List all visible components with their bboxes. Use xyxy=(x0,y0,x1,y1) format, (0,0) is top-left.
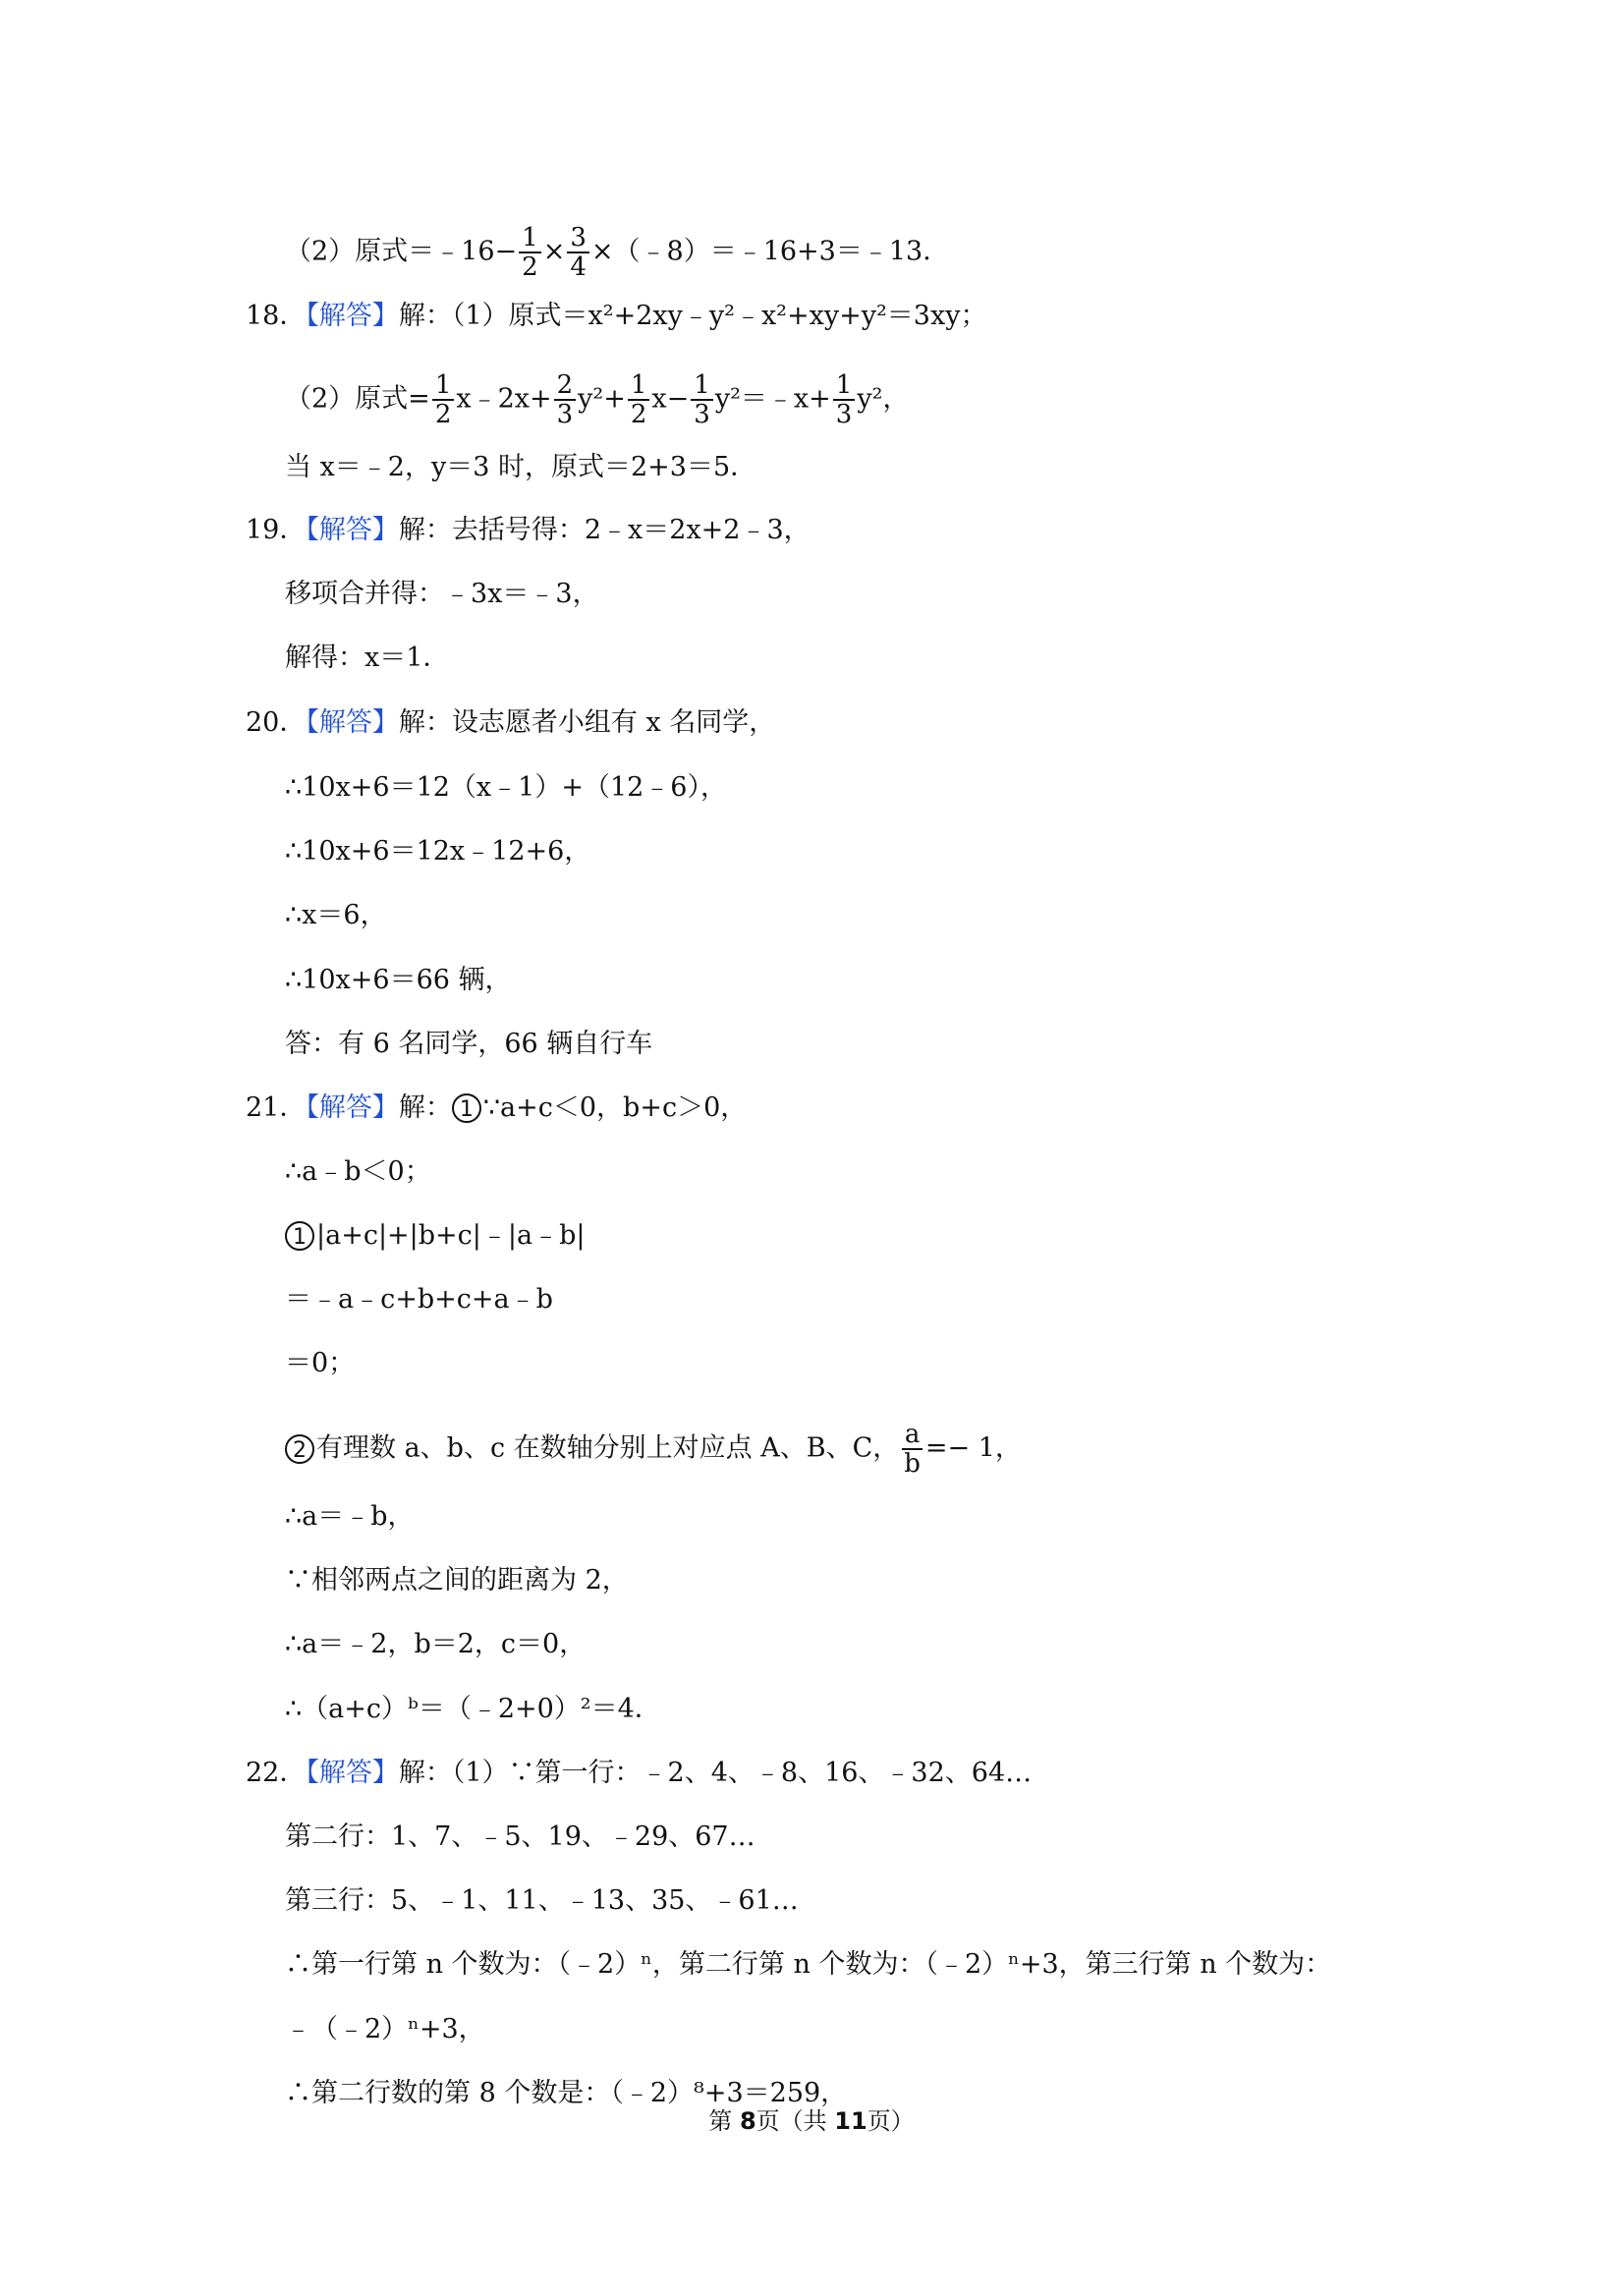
text-line: ∴a＝﹣b， xyxy=(285,1501,415,1532)
solution-18-part2: （2）原式= $\frac{1}{2}$ x﹣2x+ $\frac{2}{3}$ y²+ $\frac{1}{2}$ x− $\frac{1}{3}$ y²＝﹣x+ $\frac{1}{3}$ y²， xyxy=(285,370,910,429)
text-line: 移项合并得：﹣3x＝﹣3， xyxy=(285,579,599,609)
answer-tag: 【解答】 xyxy=(306,1092,399,1123)
fraction: $\frac{a}{b}$ xyxy=(901,1421,923,1478)
answer-tag: 【解答】 xyxy=(306,301,399,331)
fraction: $\frac{1}{3}$ xyxy=(691,371,713,428)
fraction: $\frac{2}{3}$ xyxy=(554,371,577,428)
page-footer: 第 8页（共 11页） xyxy=(708,2107,915,2135)
solution-22-heading: 22．【解答】解：（1）∵第一行：﹣2、4、﹣8、16、﹣32、64… xyxy=(246,1758,1033,1788)
solution-18-heading: 18．【解答】解：（1）原式＝x²+2xy﹣y²﹣x²+xy+y²＝3xy； xyxy=(246,301,987,331)
text-line: ﹣（﹣2）ⁿ+3， xyxy=(285,2014,485,2044)
text-line: ∴a＝﹣2，b＝2，c＝0， xyxy=(285,1629,587,1659)
circled-number: 2 xyxy=(285,1434,314,1464)
solution-19-heading: 19．【解答】解：去括号得：2﹣x＝2x+2﹣3， xyxy=(246,515,811,545)
text-line: ∴10x+6＝12x﹣12+6， xyxy=(285,836,591,867)
text-line: ∴第一行第 n 个数为：（﹣2）ⁿ，第二行第 n 个数为：（﹣2）ⁿ+3，第三行第 n 个数为： xyxy=(285,1949,1332,1980)
text-line: 解得：x＝1． xyxy=(285,643,450,673)
text-line: ∴第二行数的第 8 个数是：（﹣2）⁸+3＝259， xyxy=(285,2078,848,2108)
text-line: ∴10x+6＝12（x﹣1）+（12﹣6）， xyxy=(285,772,727,803)
fraction: $\frac{1}{3}$ xyxy=(833,371,856,428)
text-line: ＝0； xyxy=(285,1348,356,1378)
text-line: ∴10x+6＝66 辆， xyxy=(285,965,512,995)
text-line: 1 |a+c|+|b+c|﹣|a﹣b| xyxy=(285,1216,585,1256)
answer-tag: 【解答】 xyxy=(306,515,399,545)
solution-20-heading: 20．【解答】解：设志愿者小组有 x 名同学， xyxy=(246,707,776,738)
page-number: 8 xyxy=(739,2107,756,2135)
text-line: 第三行：5、﹣1、11、﹣13、35、﹣61… xyxy=(285,1885,799,1916)
circled-number: 1 xyxy=(452,1093,481,1123)
fraction: $\frac{1}{2}$ xyxy=(519,224,541,281)
fraction: $\frac{1}{2}$ xyxy=(432,371,455,428)
solution-17-part2: （2）原式＝﹣16− $\frac{1}{2}$ × $\frac{3}{4}$ ×（﹣8）＝﹣16+3＝﹣13． xyxy=(285,223,950,282)
text-line: ＝﹣a﹣c+b+c+a﹣b xyxy=(285,1284,553,1315)
fraction: $\frac{1}{2}$ xyxy=(628,371,650,428)
total-pages: 11 xyxy=(834,2107,867,2135)
text-line: 答：有 6 名同学，66 辆自行车 xyxy=(285,1029,653,1059)
text-line: ∴a﹣b＜0； xyxy=(285,1156,431,1187)
circled-number: 1 xyxy=(285,1221,314,1251)
text-line: ∴x＝6， xyxy=(285,900,387,930)
text-line: 2 有理数 a、b、c 在数轴分别上对应点 A、B、C， $\frac{a}{b}$ =− 1， xyxy=(285,1421,1022,1478)
answer-tag: 【解答】 xyxy=(306,707,399,738)
fraction: $\frac{3}{4}$ xyxy=(567,224,589,281)
text-line: 第二行：1、7、﹣5、19、﹣29、67… xyxy=(285,1821,756,1852)
answer-tag: 【解答】 xyxy=(306,1758,399,1788)
solution-21-heading: 21．【解答】解： 1 ∵a+c＜0，b+c＞0， xyxy=(246,1092,748,1123)
text-line: 当 x＝﹣2，y＝3 时，原式＝2+3＝5． xyxy=(285,452,757,482)
text-line: ∵相邻两点之间的距离为 2， xyxy=(285,1565,629,1596)
text-line: ∴（a+c）ᵇ＝（﹣2+0）²＝4． xyxy=(285,1694,661,1724)
